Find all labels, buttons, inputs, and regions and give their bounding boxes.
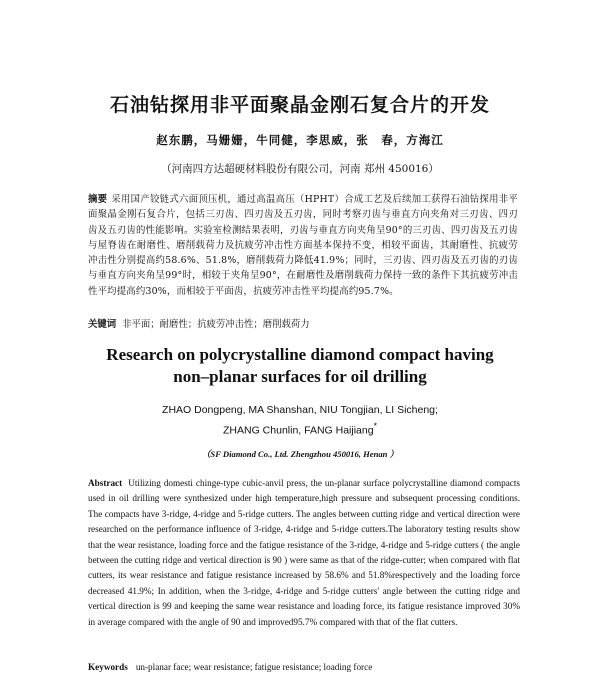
chinese-keywords-label: 关键词 — [88, 319, 117, 330]
english-authors-line-1: ZHAO Dongpeng, MA Shanshan, NIU Tongjian, LI Sicheng; — [162, 404, 438, 416]
english-authors-line-2-text: ZHANG Chunlin, FANG Haijiang — [223, 424, 374, 437]
corresponding-author-mark: * — [373, 421, 377, 431]
chinese-abstract — [88, 192, 518, 299]
chinese-keywords — [88, 318, 518, 332]
english-keywords — [88, 660, 520, 674]
english-abstract-text: Utilizing domesti chinge-type cubic-anvil press, the un-planar surface polycrystalline diamond compacts used in oil drilling were synthesized under high temperature,high pressure and subsequent processing conditions. The compacts have 3-ridge, 4-ridge and 5-ridge cutters. The angles between cutting ridge and vertical direction were researched on the performance influence of 3-ridge, 4-ridge and 5-ridge cutters.The laboratory testing results show that the wear resistance, loading force and the fatigue resistance of the 3-ridge, 4-ridge and 5-ridge cutters ( the angle between the cutting ridge and vertical direction is 90 ) were same as that of the ridge-cutter; when compared with flat cutters, its wear resistance and fatigue resistance increased by 58.6% and 51.8%respectively and the loading force decreased 41.9%; In addition, when the 3-ridge, 4-ridge and 5-ridge cutters' angle between the cutting ridge and vertical direction is 99 and keeping the same wear resistance and loading force, its fatigue resistance improved 30% in average compared with the angle of 90 and improved95.7% compared with that of the flat cutters. — [88, 478, 520, 627]
english-authors — [0, 402, 600, 439]
english-title-line-1: Research on polycrystalline diamond compact having — [106, 345, 494, 364]
chinese-affiliation: （河南四方达超硬材料股份有限公司，河南 郑州 450016） — [161, 163, 439, 175]
english-title — [0, 344, 600, 388]
chinese-authors: 赵东鹏，马姗姗，牛同健，李思威，张 春，方海江 — [156, 133, 444, 147]
english-affiliation: （SF Diamond Co., Ltd. Zhengzhou 450016, Henan ） — [201, 449, 399, 459]
english-title-line-2: non–planar surfaces for oil drilling — [173, 367, 427, 386]
english-keywords-text: un-planar face; wear resistance; fatigue resistance; loading force — [135, 662, 373, 672]
chinese-abstract-text: 采用国产铰链式六面顶压机，通过高温高压（HPHT）合成工艺及后续加工获得石油钻探用非平面聚晶金刚石复合片，包括三刃齿、四刃齿及五刃齿，同时考察刃齿与垂直方向夹角对三刃齿、四刃齿及五刃齿的性能影响。实验室检测结果表明，刃齿与垂直方向夹角呈90°的三刃齿、四刃齿及五刃齿与屋脊齿在耐磨性、磨削载荷力及抗疲劳冲击性方面基本保持不变，相较平面齿，其耐磨性、抗疲劳冲击性分别提高约58.6%、51.8%，磨削载荷力降低41.9%；同时，三刃齿、四刃齿及五刃齿的刃齿与垂直方向夹角呈99°时，相较于夹角呈90°，在耐磨性及磨削载荷力保持一致的条件下其抗疲劳冲击性平均提高约30%，而相较于平面齿，抗疲劳冲击性平均提高约95.7%。 — [88, 194, 518, 297]
chinese-keywords-text: 非平面；耐磨性；抗疲劳冲击性；磨削载荷力 — [122, 319, 310, 330]
english-authors-line-2 — [0, 418, 600, 439]
english-abstract-label: Abstract — [88, 478, 123, 488]
chinese-title: 石油钻探用非平面聚晶金刚石复合片的开发 — [109, 94, 490, 116]
english-abstract — [88, 476, 520, 630]
chinese-abstract-label: 摘要 — [88, 194, 108, 205]
english-keywords-label: Keywords — [88, 662, 128, 672]
